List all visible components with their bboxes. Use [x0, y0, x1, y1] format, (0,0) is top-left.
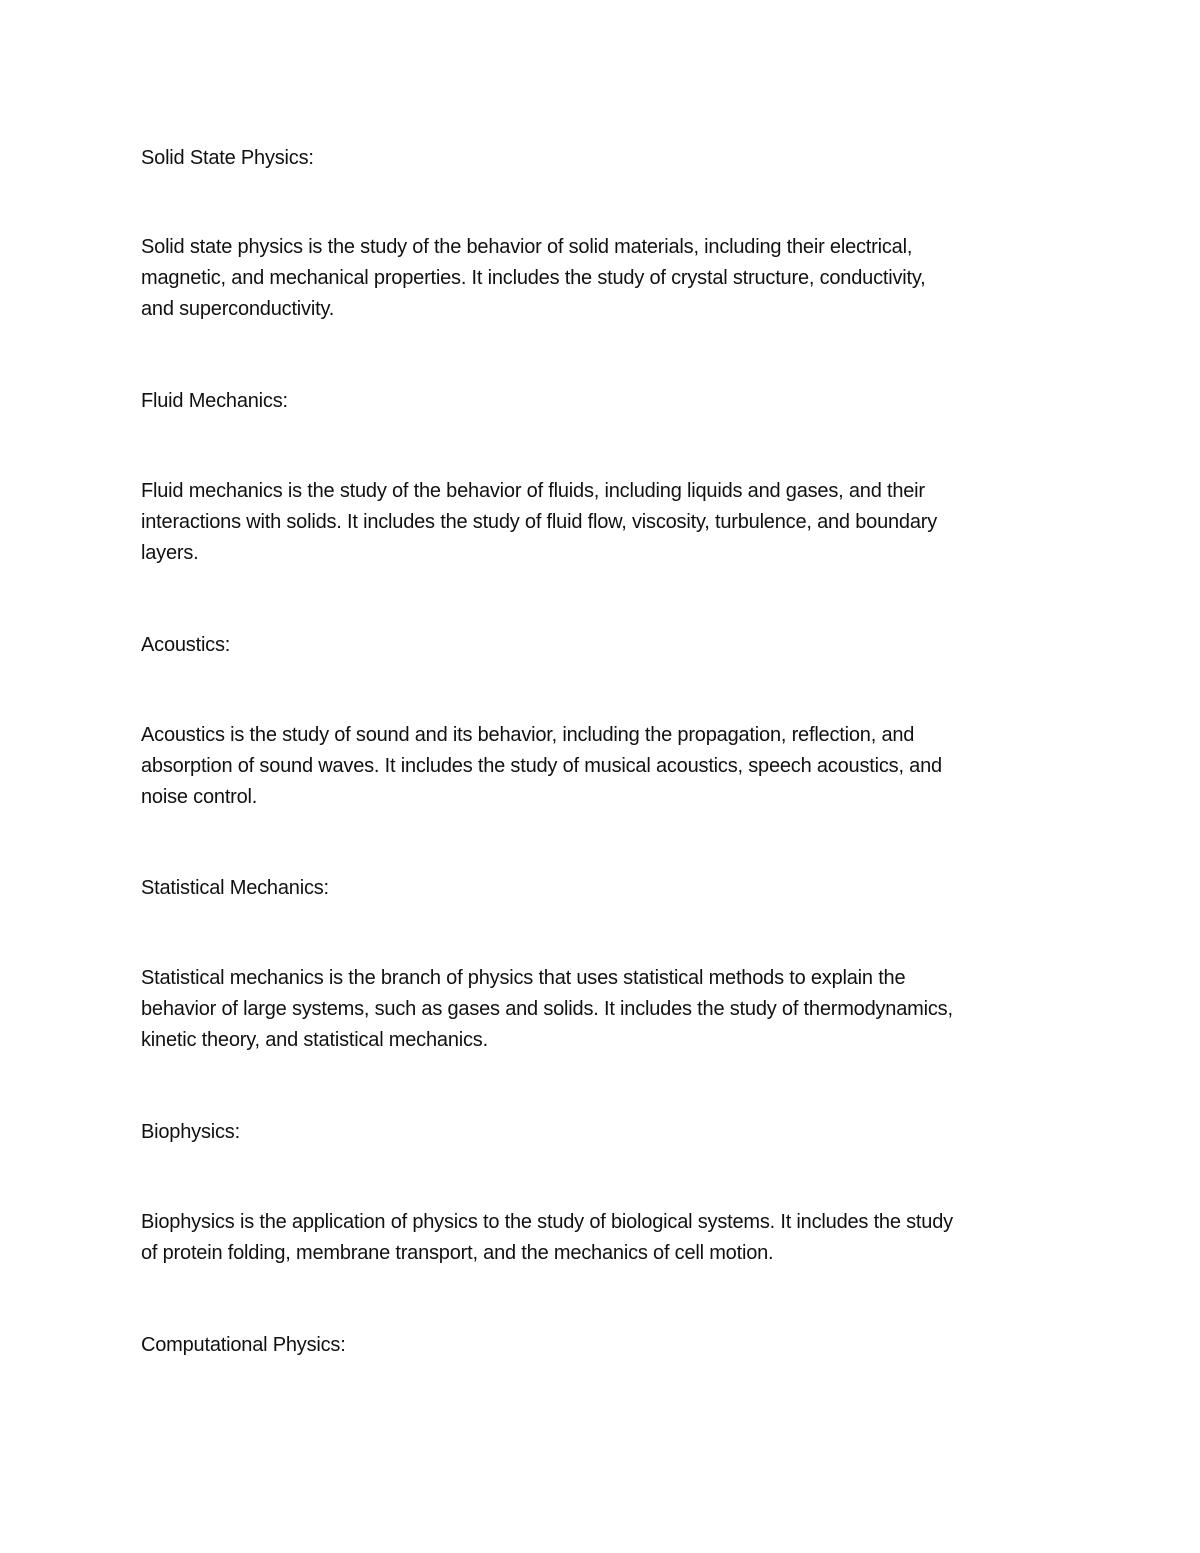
section-heading-solid-state-physics	[141, 143, 1061, 174]
paragraph-line: and superconductivity.	[141, 298, 335, 320]
section-heading: Acoustics:	[141, 634, 231, 656]
paragraph-line: Acoustics is the study of sound and its behavior, including the propagation, reflection, and	[141, 724, 915, 746]
section-body-solid-state-physics	[141, 232, 1061, 325]
section-body-fluid-mechanics	[141, 476, 1061, 569]
section-heading: Computational Physics:	[141, 1334, 346, 1356]
paragraph-line: interactions with solids. It includes the study of fluid flow, viscosity, turbulence, and boundary	[141, 511, 938, 533]
paragraph-line: Statistical mechanics is the branch of physics that uses statistical methods to explain the	[141, 967, 906, 989]
section-heading-biophysics	[141, 1117, 1061, 1148]
section-heading: Fluid Mechanics:	[141, 390, 288, 412]
paragraph-line: behavior of large systems, such as gases and solids. It includes the study of thermodynamics,	[141, 998, 953, 1020]
section-heading-acoustics	[141, 630, 1061, 661]
paragraph-line: kinetic theory, and statistical mechanics.	[141, 1029, 488, 1051]
paragraph-line: Fluid mechanics is the study of the behavior of fluids, including liquids and gases, and their	[141, 480, 925, 502]
section-body-acoustics	[141, 720, 1061, 813]
paragraph-line: noise control.	[141, 786, 258, 808]
paragraph-line: Solid state physics is the study of the behavior of solid materials, including their electrical,	[141, 236, 913, 258]
paragraph-line: of protein folding, membrane transport, and the mechanics of cell motion.	[141, 1242, 774, 1264]
section-heading: Biophysics:	[141, 1121, 240, 1143]
section-body-biophysics	[141, 1207, 1061, 1269]
paragraph-line: layers.	[141, 542, 199, 564]
section-heading-fluid-mechanics	[141, 386, 1061, 417]
section-heading-statistical-mechanics	[141, 873, 1061, 904]
paragraph-line: magnetic, and mechanical properties. It includes the study of crystal structure, conductivity,	[141, 267, 926, 289]
paragraph-line: absorption of sound waves. It includes the study of musical acoustics, speech acoustics, and	[141, 755, 942, 777]
section-heading: Solid State Physics:	[141, 147, 314, 169]
section-heading-computational-physics	[141, 1330, 1061, 1361]
section-body-statistical-mechanics	[141, 963, 1061, 1056]
paragraph-line: Biophysics is the application of physics to the study of biological systems. It includes the study	[141, 1211, 953, 1233]
section-heading: Statistical Mechanics:	[141, 877, 329, 899]
